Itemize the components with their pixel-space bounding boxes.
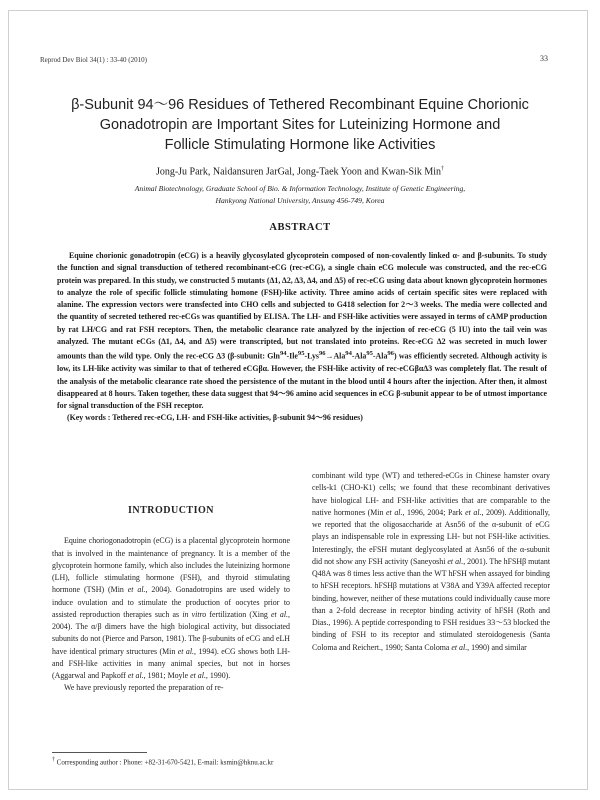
intro-text: , 1990) and similar (467, 642, 527, 652)
author-names: Jong-Ju Park, Naidansuren JarGal, Jong-Taek Yoon and Kwan-Sik Min (155, 166, 442, 178)
title-line-2: Gonadotropin are Important Sites for Luteinizing Hormone and (99, 117, 501, 133)
abstract-text: -Lys (304, 352, 319, 361)
corresponding-mark: † (441, 166, 445, 172)
citation-etal: et al. (465, 507, 482, 517)
intro-text: , 1996, 2004; Park (402, 507, 466, 517)
introduction-heading: INTRODUCTION (127, 505, 214, 516)
keywords: (Key words : Tethered rec-eCG, LH- and FSH-like activities, β-subunit 94～96 residues) (67, 413, 363, 423)
citation-etal: et al. (447, 556, 464, 566)
corresponding-author-footnote (52, 757, 273, 766)
paper-title (50, 95, 550, 155)
intro-text: Equine choriogonadotropin (eCG) is a placental glycoprotein hormone that is involved in the maintenance of pregnancy. It is a member of the glycoprotein hormone family, which also includes the luteinizing hormone (LH), follicle stimulating hormone (FSH), and thyroid stimulating hormone (TSH) (Min (52, 536, 290, 595)
intro-text: , 2004). The α/β dimers have the high biological activity, but dissociated subunits do not (Pierce and Parson, 1981). The β-subunits of eCG and eLH have identical primary structures (Min (52, 609, 291, 656)
intro-text: combinant wild type (WT) and tethered-eCGs in Chinese hamster ovary cells-k1 (CHO-K1) cells; we found that these recombinant derivatives have biological LH- and FSH-like activities that are comparable to the native hormones (Min (312, 471, 550, 517)
citation-etal: et al. (127, 585, 146, 595)
journal-reference: Reprod Dev Biol 34(1) : 33-40 (2010) (40, 56, 147, 64)
citation-etal: et al. (127, 671, 144, 680)
residue-number: 95 (297, 350, 305, 358)
abstract-text: →Ala (325, 352, 346, 361)
residue-number: 94 (345, 350, 352, 358)
footnote-rule (52, 752, 147, 753)
abstract-text: Equine chorionic gonadotropin (eCG) is a heavily glycosylated glycoprotein composed of non-covalently linked α- and β-subunits. To study the function and signal transduction of tethered recombinant-eCG (rec-eCG), a single chain eCG molecule was constructed, and the rec-eCG protein was prepared. In this study, we constructed 5 mutants (Δ1, Δ2, Δ3, Δ4, and Δ5) of rec-eCG using data about known glycoprotein hormones to analyze the role of specific follicle stimulating homone (FSH)-like activity. Three amino acids of certain specific sites were replaced with alanine. The expression vectors were transfected into CHO cells and subjected to G418 selection for 2～3 weeks. The media were collected and the quantity of secreted tethered rec-eCGs was quantified by ELISA. The LH- and FSH-like activities were assayed in terms of cAMP production by rat LH/CG and rat FSH receptors. Then, the metabolic clearance rate analyzed by the injection of rec-eCG (5 IU) into the tail vein was analyzed. The mutant eCGs (Δ1, Δ4, and Δ5) were transcripted, but not translated into proteins. Rec-eCG Δ2 was secreted in much lower amounts than the wild type. Only the rec-eCG Δ3 (β-subunit: Gln (57, 251, 547, 361)
intro-paragraph-1 (52, 535, 290, 682)
abstract-text: -Ala (372, 352, 388, 361)
intro-paragraph-2: We have previously reported the preparation of re- (64, 683, 224, 693)
residue-number: 94 (279, 350, 287, 358)
residue-number: 96 (387, 350, 394, 358)
title-line-1: β-Subunit 94～96 Residues of Tethered Recombinant Equine Chorionic (71, 97, 529, 113)
author-list (40, 166, 560, 177)
left-column (52, 505, 290, 695)
right-column (312, 470, 550, 654)
intro-text: , 1994). eCG shows both LH- and FSH-like activities in many animal species, but not in horses (Aggarwal and Papkoff (52, 646, 290, 680)
abstract-text: ) was efficiently secreted. Although activity is low, its LH-like activity was similar to that of tethered eCGβα. However, the FSH-like activity of rec-eCGβαΔ3 was completely flat. The result of the analysis of the metabolic clearance rate shoed the persistence of the mutant in the blood until 4 hours after the injection. After then, it almost disappeared at 8 hours. Taken together, these data suggest that 94～96 amino acid sequences in eCG β-subunit appear to be of utmost importance for signal transduction of the FSH receptor. (57, 352, 547, 411)
residue-number: 95 (366, 350, 373, 358)
intro-continued (312, 470, 550, 654)
intro-text: fertilization (Xing (206, 609, 272, 619)
footnote-mark: † (52, 757, 55, 763)
intro-text: , 2009). Additionally, we reported that the oligosaccharide at Asn56 of the α-subunit of eCG plays an indispensable role in expressing LH- but not FSH-like activities. Interestingly, the eFSH mutant deglycosylated at Asn56 of the α-subunit did not show any FSH activity (Saneyoshi (312, 507, 550, 566)
affiliation-line-2: Hankyong National University, Ansung 456-749, Korea (215, 196, 385, 205)
citation-etal: et al. (177, 646, 195, 656)
intro-text: , 2004). Gonadotropins are used widely to induce ovulation and to stimulate the production of oocytes prior to assisted reproduction therapies such as (52, 585, 290, 619)
intro-text: , 1981; Moyle (143, 671, 191, 680)
affiliation (40, 183, 560, 207)
abstract-heading: ABSTRACT (269, 222, 331, 233)
abstract-body (57, 250, 547, 425)
abstract-text: -Ala (351, 352, 367, 361)
footnote-text: Corresponding author : Phone: +82-31-670-5421, E-mail: ksmin@hknu.ac.kr (54, 758, 274, 767)
page-number: 33 (540, 54, 548, 63)
abstract-paragraph (57, 250, 547, 412)
citation-etal: et al. (271, 609, 289, 619)
citation-etal: et al. (451, 642, 468, 652)
affiliation-line-1: Animal Biotechnology, Graduate School of Bio. & Information Technology, Institute of Genetic Engineering, (134, 184, 466, 193)
intro-text: , 1990). (205, 671, 231, 680)
citation-etal: et al. (386, 507, 403, 517)
citation-etal: et al. (190, 671, 206, 680)
intro-text: , 2001). The hFSHβ mutant Q48A was 8 times less active than the WT hFSH when assayed for binding to hFSH receptors. hFSHβ mutations at V38A and Y39A affected receptor binding, however, neither of these mutations could individually cause more than a 2-fold decrease in receptor binding activity of hFSH (Roth and Dias., 1996). A peptide corresponding to FSH residues 33～53 blocked the binding of FSH to its receptor and stimulated steroidogenesis (Santa Coloma and Reichert., 1990; Santa Coloma (312, 556, 551, 652)
in-vitro-term: in vitro (182, 609, 207, 619)
residue-number: 96 (318, 350, 326, 358)
title-line-3: Follicle Stimulating Hormone like Activities (164, 137, 436, 153)
abstract-text: -Ile (286, 352, 298, 361)
